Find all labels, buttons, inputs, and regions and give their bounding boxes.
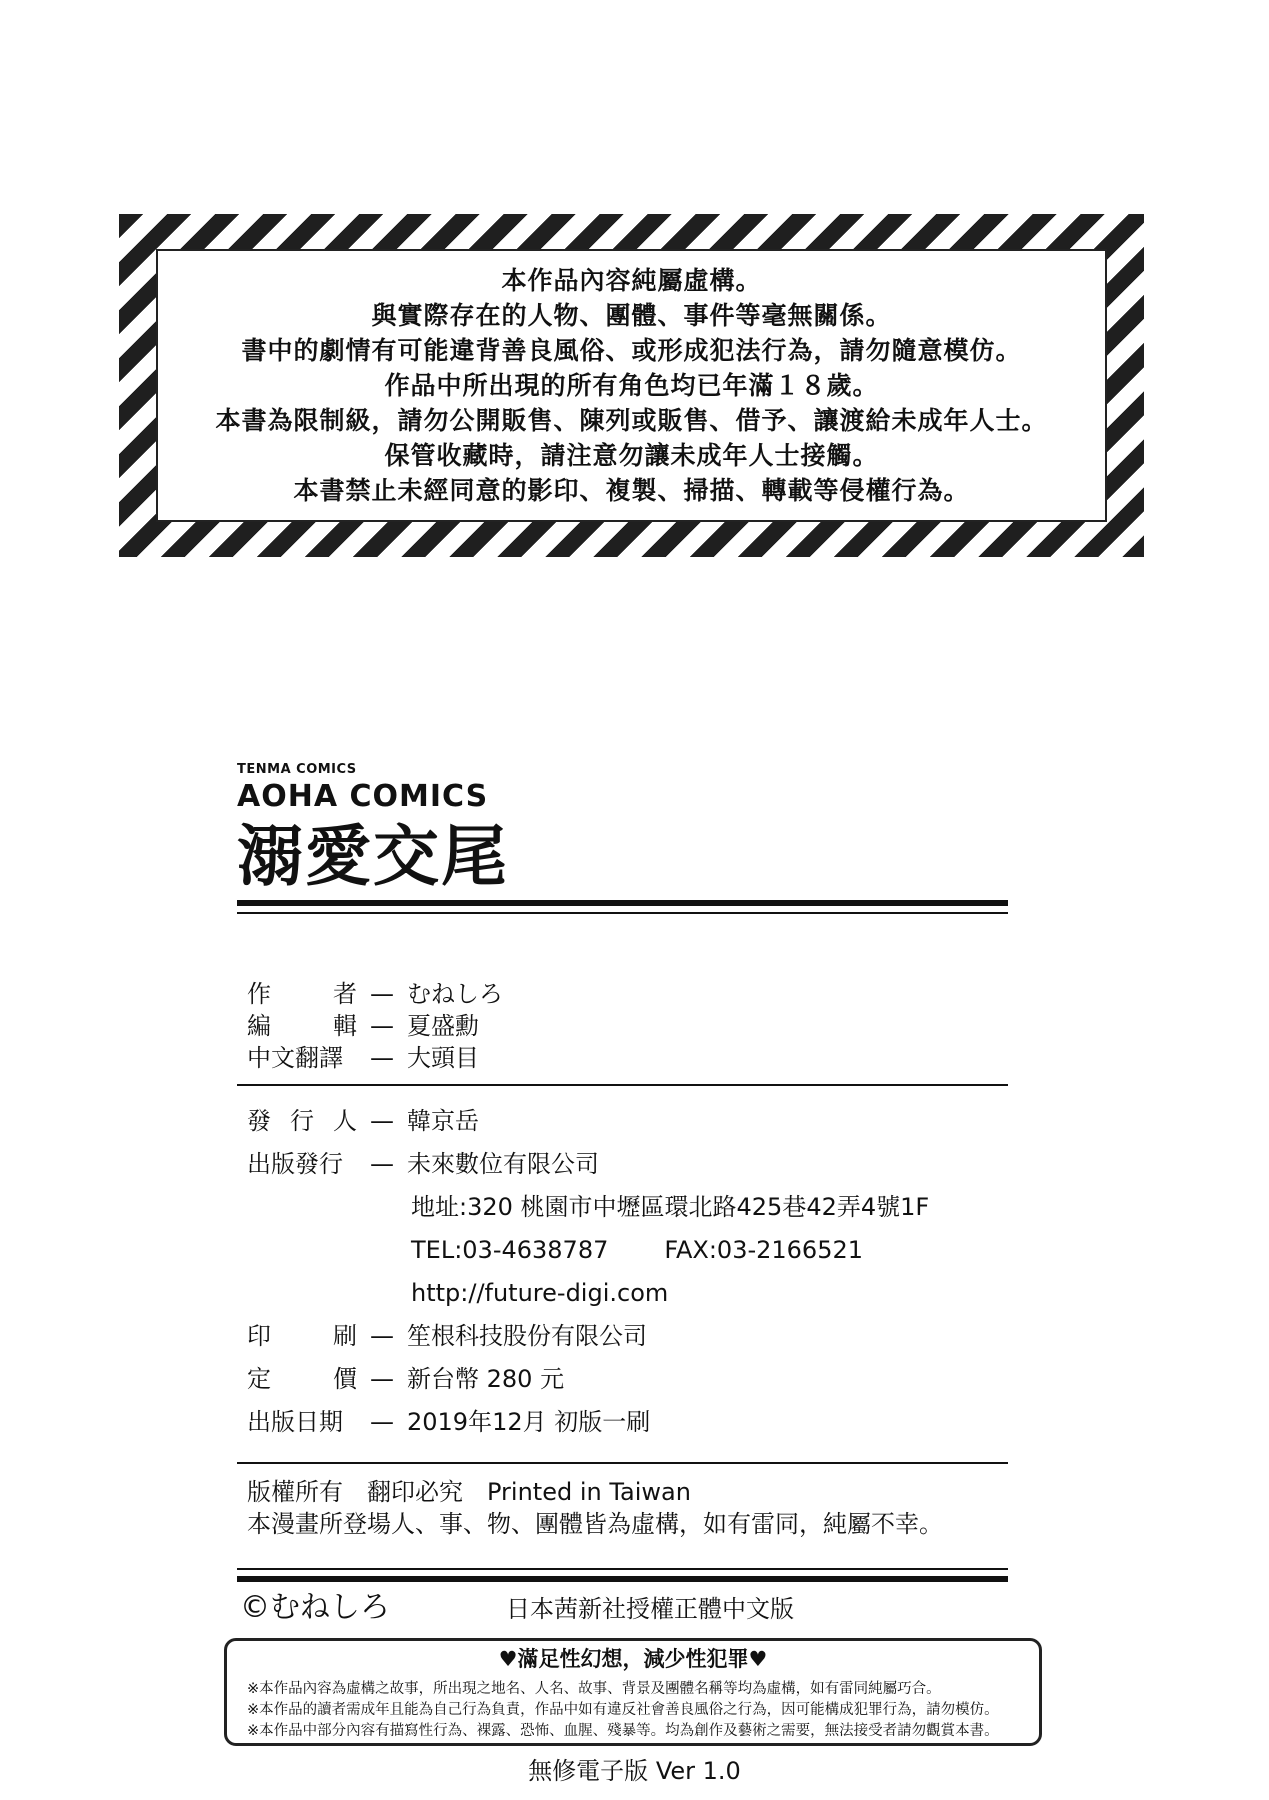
warning-line: 作品中所出現的所有角色均已年滿１８歲。 [384,371,879,400]
publisher-url: http://future-digi.com [411,1279,669,1307]
credit-value: 大頭目 [407,1044,479,1072]
dash: — [370,1322,394,1350]
rights-reserved: 版權所有 翻印必究 [247,1478,463,1506]
dash: — [370,1107,394,1135]
pub-value: 未來數位有限公司 [407,1150,599,1178]
notice-title: ♥滿足性幻想，減少性犯罪♥ [498,1647,768,1671]
dash: — [370,1044,394,1072]
warning-text-panel [156,249,1107,522]
pub-label: 出版發行 [247,1150,343,1178]
pub-value: 新台幣 280 元 [407,1365,565,1393]
credit-value: 夏盛勳 [407,1012,479,1040]
pub-label: 印 刷 [247,1322,357,1350]
copyright-holder: ©むねしろ [240,1590,390,1625]
dash: — [370,980,394,1008]
pub-row-printer [247,1315,1007,1358]
pub-value: 笙根科技股份有限公司 [407,1322,647,1350]
publisher-tel: TEL:03-4638787 [411,1236,609,1264]
notice-line: ※本作品中部分內容有描寫性行為、裸露、恐怖、血腥、殘暴等。均為創作及藝術之需要，無法接受者請勿觀賞本書。 [247,1723,999,1739]
dash: — [370,1150,394,1178]
credit-row-translator [247,1042,1007,1074]
warning-line: 本書為限制級，請勿公開販售、陳列或販售、借予、讓渡給未成年人士。 [215,406,1048,435]
rights-rule [237,1568,1008,1570]
warning-line: 書中的劇情有可能違背善良風俗、或形成犯法行為，請勿隨意模仿。 [241,336,1022,365]
dash: — [370,1408,394,1436]
pub-row-publisher [247,1143,1007,1186]
pub-row-url [247,1272,1007,1315]
notice-box [224,1638,1042,1746]
series-label: AOHA COMICS [237,779,489,814]
credits-table [247,978,1007,1074]
pub-value: 2019年12月 初版一刷 [407,1408,651,1436]
warning-box [119,214,1144,557]
dash: — [370,1365,394,1393]
publication-rule [237,1462,1008,1464]
title-rule [237,900,1008,906]
credit-label: 編 輯 [247,1012,357,1040]
credit-label: 中文翻譯 [247,1044,343,1072]
notice-line: ※本作品內容為虛構之故事，所出現之地名、人名、故事、背景及團體名稱等均為虛構，如有雷同純屬巧合。 [247,1681,941,1697]
warning-line: 本作品內容純屬虛構。 [501,266,762,295]
title-rule-thin [237,912,1008,914]
pub-row-issuer [247,1100,1007,1143]
notice-line: ※本作品的讀者需成年且能為自己行為負責，作品中如有違反社會善良風俗之行為，因可能構成犯罪行為，請勿模仿。 [247,1702,999,1718]
credit-label: 作 者 [247,980,357,1008]
warning-line: 與實際存在的人物、團體、事件等毫無關係。 [371,301,892,330]
warning-line: 保管收藏時，請注意勿讓未成年人士接觸。 [384,441,879,470]
colophon-header [237,762,1008,896]
pub-label: 發 行 人 [247,1107,357,1135]
pub-label: 定 價 [247,1365,357,1393]
pub-row-price [247,1358,1007,1401]
dash: — [370,1012,394,1040]
series-label-small: TENMA COMICS [237,762,357,777]
credit-value: むねしろ [407,980,503,1008]
pub-row-address [247,1186,1007,1229]
publication-table [247,1100,1007,1444]
pub-value: 韓京岳 [407,1107,479,1135]
pub-row-phone [247,1229,1007,1272]
pub-row-date [247,1401,1007,1444]
book-title: 溺愛交尾 [237,818,509,895]
notice-lines [247,1679,1029,1742]
credit-row-editor [247,1010,1007,1042]
fiction-disclaimer: 本漫畫所登場人、事、物、團體皆為虛構，如有雷同，純屬不幸。 [247,1510,943,1538]
warning-line: 本書禁止未經同意的影印、複製、掃描、轉載等侵權行為。 [293,476,970,505]
rights-rule-thick [237,1576,1008,1582]
publisher-fax: FAX:03-2166521 [664,1236,864,1264]
copyright-line [240,1590,1000,1626]
edition-version: 無修電子版 Ver 1.0 [528,1757,741,1785]
rights-line [247,1476,943,1508]
rights-block [247,1476,943,1540]
credits-rule [237,1084,1008,1086]
publisher-address: 地址:320 桃園市中壢區環北路425巷42弄4號1F [411,1193,930,1221]
printed-in: Printed in Taiwan [487,1478,691,1506]
license-statement: 日本茜新社授權正體中文版 [506,1595,794,1623]
credit-row-author [247,978,1007,1010]
pub-label: 出版日期 [247,1408,343,1436]
